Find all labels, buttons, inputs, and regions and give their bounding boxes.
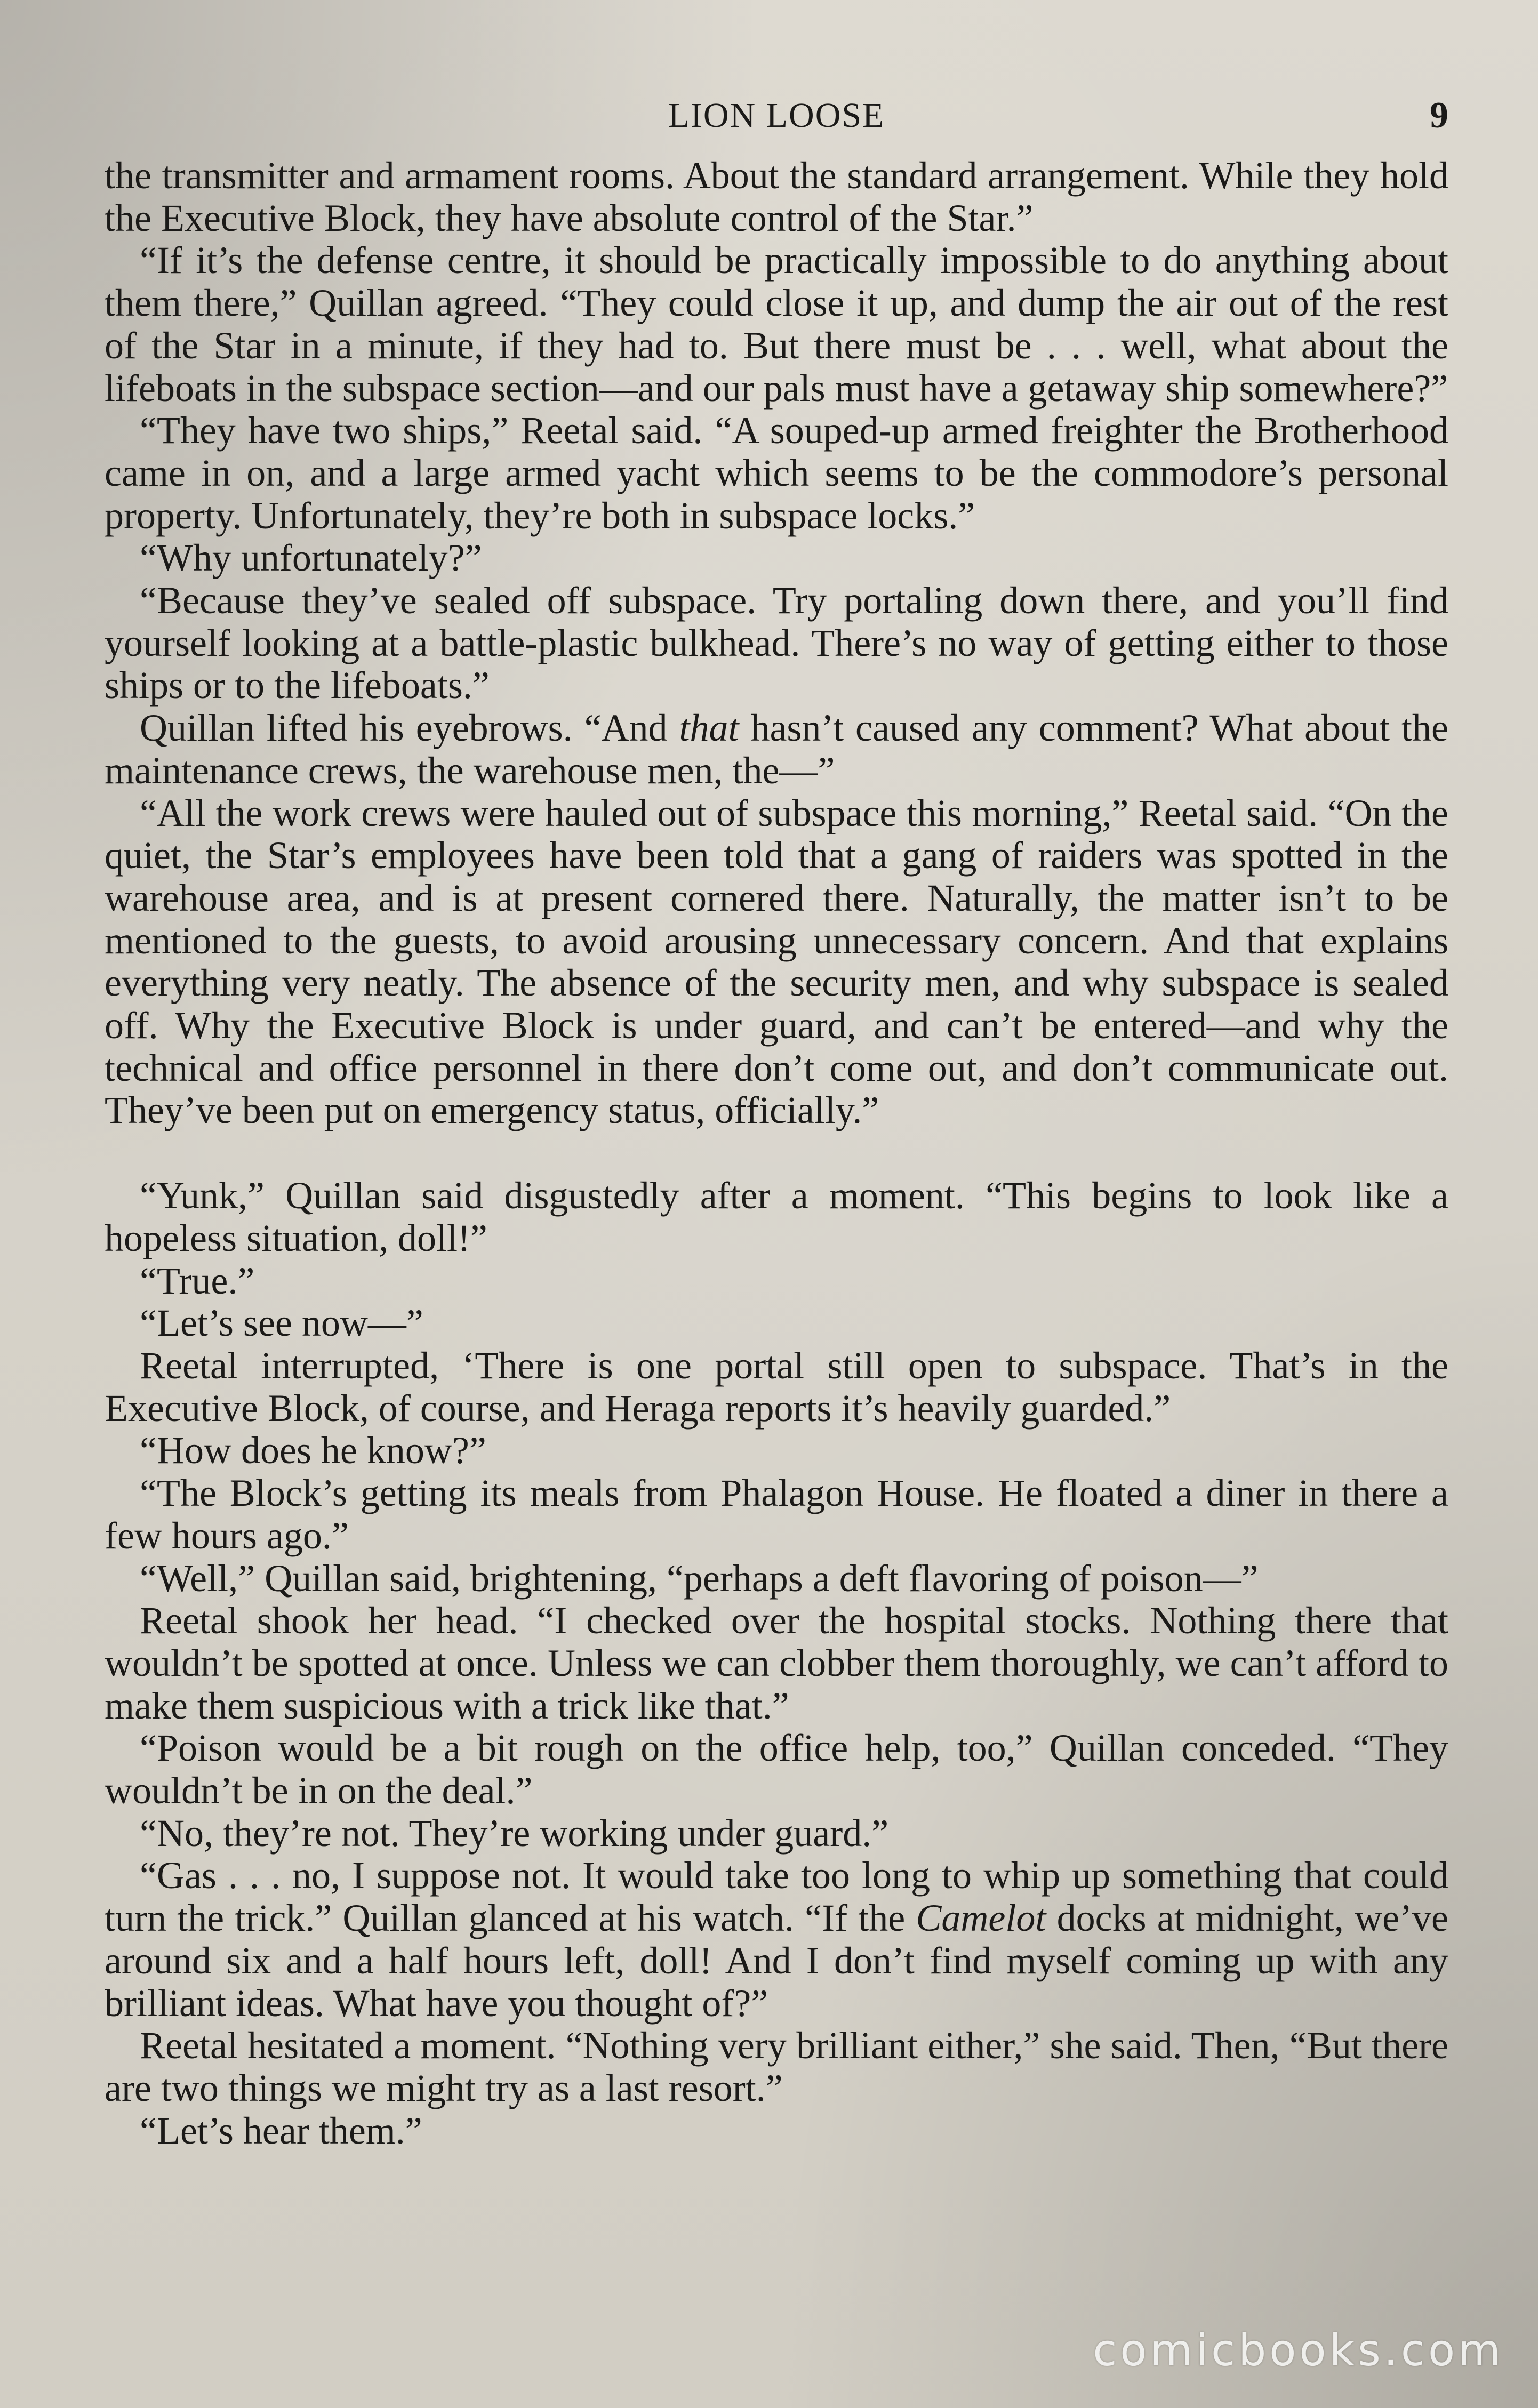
paragraph: the transmitter and armament rooms. About the standard arrangement. While they hold the Executive Block, they have absolute control of the Star.”	[105, 154, 1448, 239]
paragraph: Reetal hesitated a moment. “Nothing very brilliant either,” she said. Then, “But there are two things we might try as a last resort.”	[105, 2024, 1448, 2109]
paragraph: “Because they’ve sealed off subspace. Try portaling down there, and you’ll find yourself looking at a battle-plastic bulkhead. There’s no way of getting either to those ships or to the lifeboats.”	[105, 579, 1448, 707]
watermark: comicbooks.com	[1093, 2325, 1504, 2376]
paragraph: “Gas . . . no, I suppose not. It would take too long to whip up something that could turn the trick.” Quillan glanced at his watch. “If the Camelot docks at midnight, we’ve around six and a half hours left, doll! And I don’t find myself coming up with any brilliant ideas. What have you thought of?”	[105, 1854, 1449, 2025]
paragraph: Reetal shook her head. “I checked over the hospital stocks. Nothing there that wouldn’t be spotted at once. Unless we can clobber them thoroughly, we can’t afford to make them suspicious with a trick like that.”	[105, 1599, 1448, 1727]
paragraph: “Why unfortunately?”	[140, 536, 482, 580]
paragraph: “If it’s the defense centre, it should be practically impossible to do anything about them there,” Quillan agreed. “They could close it up, and dump the air out of the rest of the Star in a minute, if they had to. But there must be . . . well, what about the lifeboats in the subspace section—and our pals must have a getaway ship somewhere?”	[105, 239, 1448, 410]
paragraph: “All the work crews were hauled out of subspace this morning,” Reetal said. “On the quiet, the Star’s employees have been told that a gang of raiders was spotted in the warehouse area, and is at present cornered there. Naturally, the matter isn’t to be mentioned to the guests, to avoid arousing unnecessary concern. And that explains everything very neatly. The absence of the security men, and why subspace is sealed off. Why the Executive Block is under guard, and can’t be entered—and why the technical and office personnel in there don’t come out, and don’t communicate out. They’ve been put on emergency status, officially.”	[105, 791, 1448, 1132]
paragraph: “The Block’s getting its meals from Phalagon House. He floated a diner in there a few hours ago.”	[105, 1472, 1448, 1557]
paragraph: “Let’s hear them.”	[140, 2109, 422, 2152]
paragraph: “How does he know?”	[140, 1429, 486, 1472]
running-title: LION LOOSE	[668, 96, 885, 135]
paragraph: “They have two ships,” Reetal said. “A souped-up armed freighter the Brotherhood came in on, and a large armed yacht which seems to be the commodore’s personal property. Unfortunately, they’re both in subspace locks.”	[105, 409, 1448, 537]
paragraph: “True.”	[140, 1259, 255, 1302]
emphasis: that	[679, 707, 739, 750]
paragraph: “Let’s see now—”	[140, 1302, 423, 1345]
section-break	[105, 1132, 1448, 1175]
paragraph: Quillan lifted his eyebrows. “And that hasn’t caused any comment? What about the maintenance crews, the warehouse men, the—”	[105, 707, 1448, 792]
running-header	[105, 92, 1448, 140]
emphasis: Camelot	[916, 1897, 1046, 1940]
body-text	[105, 155, 1448, 2152]
paragraph: “No, they’re not. They’re working under guard.”	[140, 1811, 889, 1855]
page-number: 9	[1430, 95, 1448, 136]
paragraph: “Well,” Quillan said, brightening, “perhaps a deft flavoring of poison—”	[140, 1556, 1259, 1600]
paragraph: Reetal interrupted, ‘There is one portal still open to subspace. That’s in the Executive Block, of course, and Heraga reports it’s heavily guarded.”	[105, 1344, 1448, 1430]
paragraph: “Yunk,” Quillan said disgustedly after a moment. “This begins to look like a hopeless situation, doll!”	[105, 1174, 1448, 1259]
paragraph: “Poison would be a bit rough on the office help, too,” Quillan conceded. “They wouldn’t be in on the deal.”	[105, 1727, 1448, 1812]
